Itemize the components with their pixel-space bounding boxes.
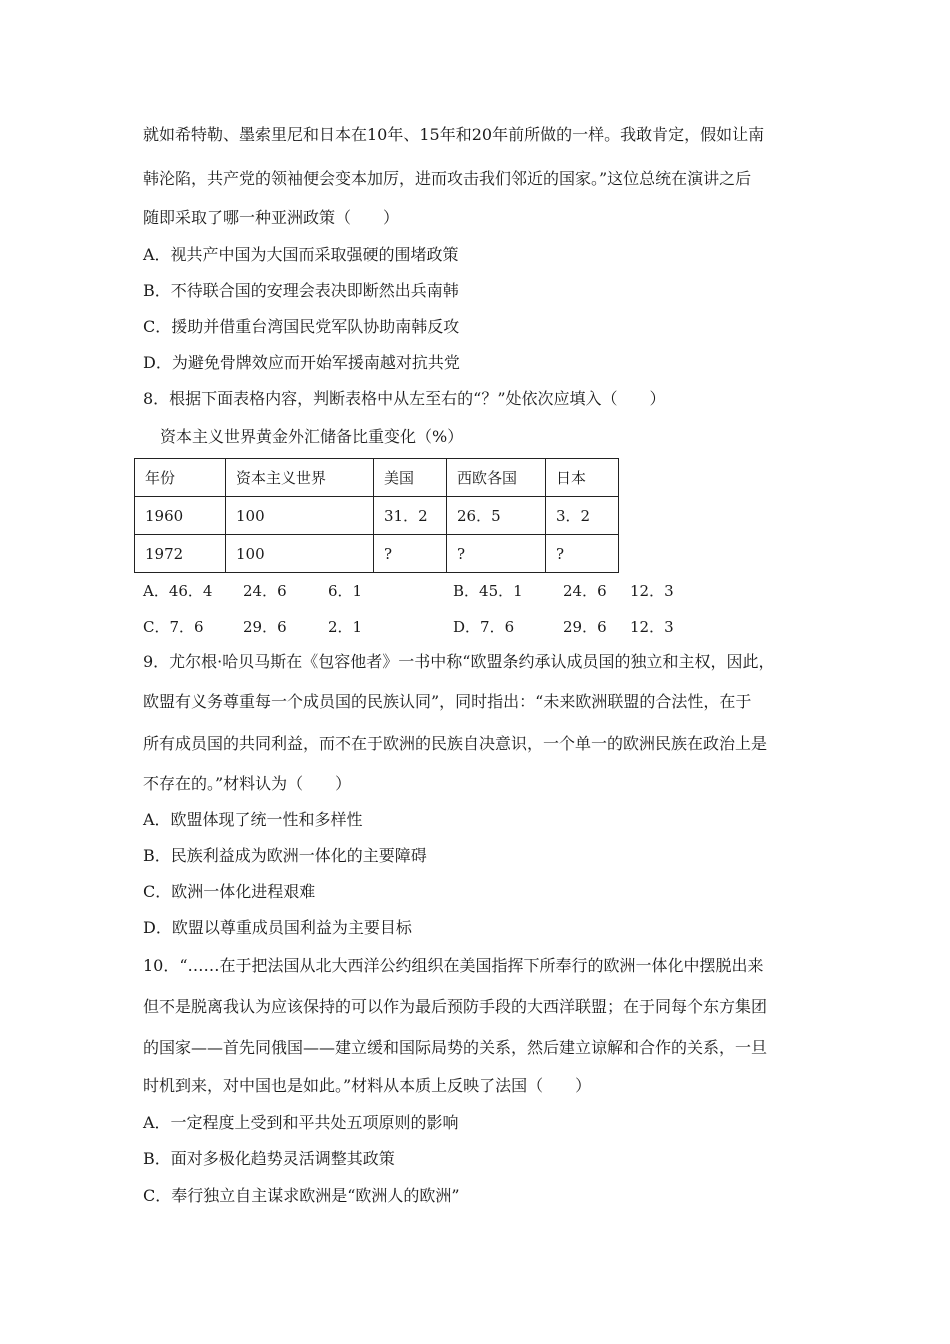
table-header-cell: 日本 (546, 459, 619, 497)
q8-option-d-value-3: 12．3 (630, 618, 674, 636)
q8-option-d: D．7．6 (453, 618, 515, 636)
q8-option-c-value-3: 2．1 (328, 618, 363, 636)
q7-option-a: A．视共产中国为大国而采取强硬的围堵政策 (143, 245, 459, 264)
q7-option-c: C．援助并借重台湾国民党军队协助南韩反攻 (143, 317, 460, 336)
q8-option-b-value-2: 24．6 (563, 582, 607, 600)
q8-option-a-value-2: 24．6 (243, 582, 287, 600)
table-header-cell: 年份 (135, 459, 226, 497)
q10-stem-line-3: 的国家——首先同俄国——建立缓和国际局势的关系，然后建立谅解和合作的关系，一旦 (143, 1038, 768, 1057)
q8-option-a-value-3: 6．1 (328, 582, 363, 600)
q7-stem-line-1: 就如希特勒、墨索里尼和日本在10年、15年和20年前所做的一样。我敢肯定，假如让南 (143, 125, 765, 144)
table-cell: ? (447, 535, 546, 573)
q8-table-caption: 资本主义世界黄金外汇储备比重变化（%） (160, 427, 464, 446)
q8-option-b: B．45．1 (453, 582, 523, 600)
table-header-cell: 西欧各国 (447, 459, 546, 497)
table-cell: 3．2 (546, 497, 619, 535)
q8-option-c: C．7．6 (143, 618, 204, 636)
q10-stem-line-4: 时机到来，对中国也是如此。”材料从本质上反映了法国（ ） (143, 1076, 592, 1095)
q10-option-b: B．面对多极化趋势灵活调整其政策 (143, 1149, 395, 1168)
table-cell: ? (374, 535, 447, 573)
q9-stem-line-3: 所有成员国的共同利益，而不在于欧洲的民族自决意识，一个单一的欧洲民族在政治上是 (143, 734, 768, 753)
q8-stem: 8．根据下面表格内容，判断表格中从左至右的“？”处依次应填入（ ） (143, 389, 666, 408)
q8-option-b-value-3: 12．3 (630, 582, 674, 600)
q10-option-c: C．奉行独立自主谋求欧洲是“欧洲人的欧洲” (143, 1186, 460, 1205)
q7-stem-line-3: 随即采取了哪一种亚洲政策（ ） (143, 208, 400, 227)
table-cell: 1960 (135, 497, 226, 535)
table-cell: 100 (226, 535, 374, 573)
q10-stem-line-1: 10．“……在于把法国从北大西洋公约组织在美国指挥下所奉行的欧洲一体化中摆脱出来 (143, 956, 764, 975)
q9-stem-line-4: 不存在的。”材料认为（ ） (143, 774, 352, 793)
table-cell: 31．2 (374, 497, 447, 535)
table-header-row (135, 459, 619, 497)
table-row (135, 497, 619, 535)
table-cell: 1972 (135, 535, 226, 573)
q8-data-table (134, 458, 619, 573)
q8-option-a: A．46．4 (143, 582, 213, 600)
q7-stem-line-2: 韩沦陷，共产党的领袖便会变本加厉，进而攻击我们邻近的国家。”这位总统在演讲之后 (143, 169, 752, 188)
q10-option-a: A．一定程度上受到和平共处五项原则的影响 (143, 1113, 459, 1132)
q9-option-a: A．欧盟体现了统一性和多样性 (143, 810, 363, 829)
table-cell: 26．5 (447, 497, 546, 535)
table-cell: 100 (226, 497, 374, 535)
q9-option-d: D．欧盟以尊重成员国利益为主要目标 (143, 918, 412, 937)
q10-stem-line-2: 但不是脱离我认为应该保持的可以作为最后预防手段的大西洋联盟；在于同每个东方集团 (143, 997, 768, 1016)
q8-option-c-value-2: 29．6 (243, 618, 287, 636)
table-header-cell: 美国 (374, 459, 447, 497)
q8-option-d-value-2: 29．6 (563, 618, 607, 636)
q9-option-b: B．民族利益成为欧洲一体化的主要障碍 (143, 846, 427, 865)
q7-option-d: D．为避免骨牌效应而开始军援南越对抗共党 (143, 353, 460, 372)
table-cell: ? (546, 535, 619, 573)
table-row (135, 535, 619, 573)
q9-stem-line-2: 欧盟有义务尊重每一个成员国的民族认同”，同时指出：“未来欧洲联盟的合法性，在于 (143, 692, 752, 711)
table-header-cell: 资本主义世界 (226, 459, 374, 497)
q9-option-c: C．欧洲一体化进程艰难 (143, 882, 316, 901)
q9-stem-line-1: 9．尤尔根·哈贝马斯在《包容他者》一书中称“欧盟条约承认成员国的独立和主权，因此， (143, 652, 775, 671)
q7-option-b: B．不待联合国的安理会表决即断然出兵南韩 (143, 281, 459, 300)
